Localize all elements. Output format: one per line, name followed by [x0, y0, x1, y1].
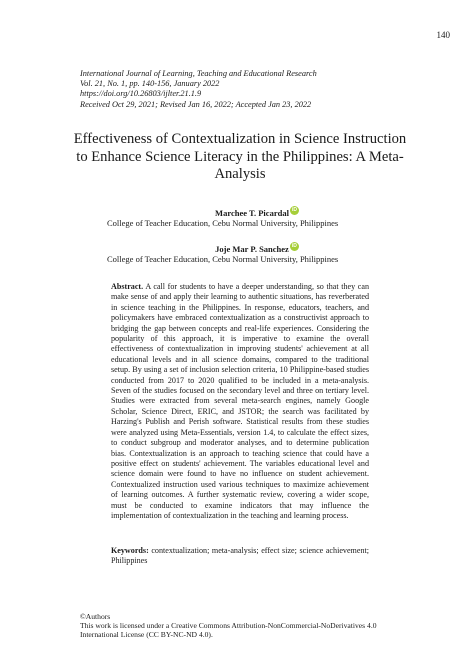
keywords-label: Keywords:	[111, 546, 149, 555]
journal-doi[interactable]: https://doi.org/10.26803/ijlter.21.1.9	[80, 89, 202, 99]
abstract	[111, 282, 369, 521]
author-block-2	[107, 242, 407, 265]
orcid-icon[interactable]: iD	[291, 206, 297, 213]
paper-title: Effectiveness of Contextualization in Science Instruction to Enhance Science Literacy in the Philippines: A Meta-Analysis	[73, 131, 407, 182]
author-name: Marchee T. Picardal	[215, 208, 289, 219]
author-name-row	[107, 206, 407, 218]
journal-issue: Vol. 21, No. 1, pp. 140-156, January 2022	[80, 79, 220, 89]
copyright: ©Authors	[80, 612, 111, 621]
author-affiliation: College of Teacher Education, Cebu Normal University, Philippines	[107, 218, 339, 228]
keywords-text: contextualization; meta-analysis; effect size; science achievement; Philippines	[111, 546, 369, 566]
license-line-1: This work is licensed under a Creative Commons Attribution-NonCommercial-NoDerivatives 4.0	[80, 621, 377, 631]
journal-name: International Journal of Learning, Teaching and Educational Research	[80, 69, 317, 78]
author-name: Joje Mar P. Sanchez	[215, 244, 289, 255]
abstract-label: Abstract.	[111, 282, 144, 291]
orcid-icon[interactable]: iD	[291, 242, 297, 249]
author-affiliation: College of Teacher Education, Cebu Normal University, Philippines	[107, 254, 339, 264]
author-block-1	[107, 206, 407, 229]
keywords	[111, 546, 369, 567]
author-name-row	[107, 242, 407, 254]
abstract-text: A call for students to have a deeper understanding, so that they can make sense of and apply their learning to authentic situations, has reverberated in science teaching in the Philippines. In response, educators, teachers, and policymakers have embraced contextualization as a constructivist approach to bridging the gap between concepts and real-life experiences. Considering the popularity of this approach, it is imperative to examine the overall effectiveness of contextualization in improving students' achievement at all educational levels and in all science domains, compared to the traditional setup. By using a set of inclusion selection criteria, 10 Philippine-based studies conducted from 2017 to 2020 qualified to be included in a meta-analysis. Seven of the studies focused on the secondary level and three on tertiary level. Studies were extracted from several meta-search engines, namely Google Scholar, Science Direct, ERIC, and JSTOR; the search was facilitated by Harzing's Publish and Perish software. Statistical results from these studies were analyzed using Meta-Essentials, version 1.4, to calculate the effect sizes, to conduct subgroup and moderator analyses, and to determine publication bias. Contextualization is an approach to teaching science that could have a positive effect on students' achievement. The variables educational level and science domain were found to have no influence on student achievement. Contextualized instruction used various techniques to maximize achievement of learning outcomes. A further systematic review, covering a wider scope, must be conducted to examine indicators that may influence the implementation of contextualization in the teaching and learning process.	[111, 282, 369, 520]
footer	[80, 612, 410, 640]
journal-info	[80, 69, 410, 110]
journal-history: Received Oct 29, 2021; Revised Jan 16, 2022; Accepted Jan 23, 2022	[80, 99, 312, 109]
license-line-2: International License (CC BY-NC-ND 4.0).	[80, 630, 213, 640]
page-number: 140	[436, 30, 450, 40]
